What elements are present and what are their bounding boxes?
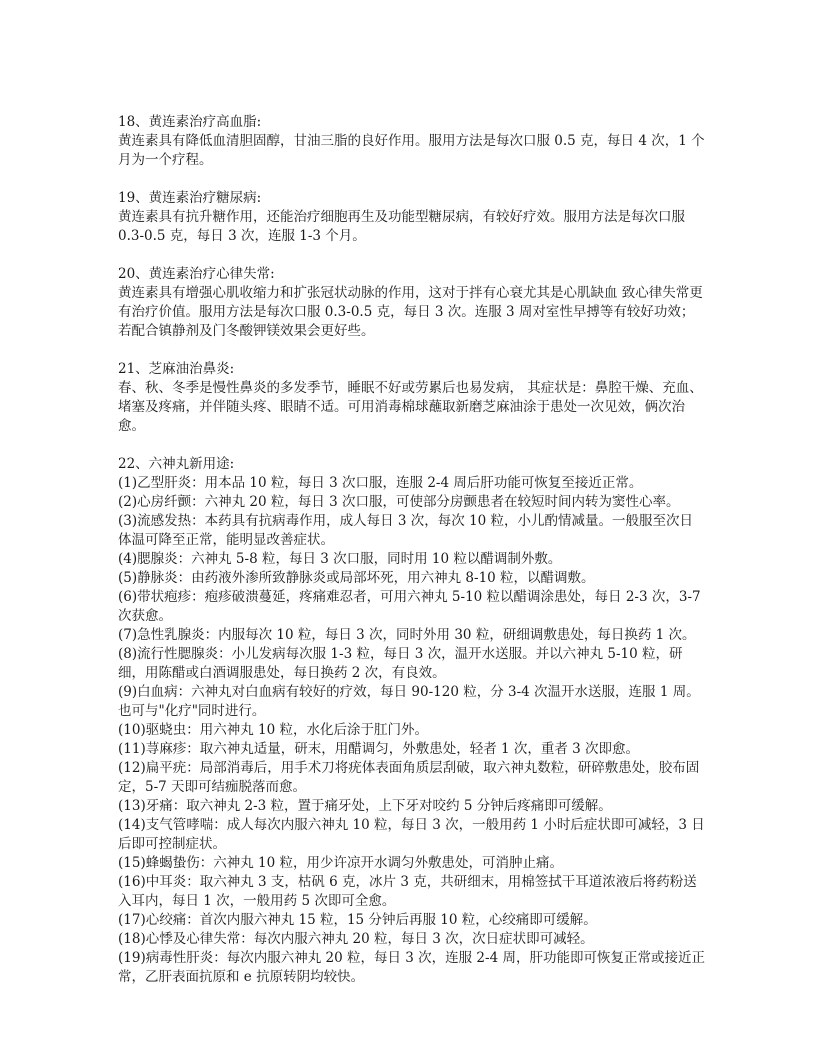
list-item: (11)荨麻疹：取六神丸适量，研末，用醋调匀，外敷患处，轻者 1 次，重者 3 次即愈。 (118, 741, 640, 757)
section-21 (118, 360, 706, 436)
section-heading: 19、黄连素治疗糖尿病: (118, 190, 262, 206)
list-item: (3)流感发热：本药具有抗病毒作用，成人每日 3 次，每次 10 粒，小儿酌情减量。一般服至次日体温可降至正常，能明显改善症状。 (118, 513, 694, 548)
list-item: (4)腮腺炎：六神丸 5-8 粒，每日 3 次口服，同时用 10 粒以醋调制外敷。 (118, 551, 562, 567)
list-item: (10)驱蛲虫：用六神丸 10 粒，水化后涂于肛门外。 (118, 722, 428, 738)
section-body: 黄连素具有抗升糖作用，还能治疗细胞再生及功能型糖尿病，有较好疗效。服用方法是每次口服 0.3-0.5 克，每日 3 次，连服 1-3 个月。 (118, 209, 685, 244)
section-19 (118, 189, 706, 246)
list-item: (13)牙痛：取六神丸 2-3 粒，置于痛牙处，上下牙对咬约 5 分钟后疼痛即可缓解。 (118, 798, 612, 814)
section-22 (118, 455, 706, 987)
list-item: (2)心房纤颤：六神丸 20 粒，每日 3 次口服，可使部分房颤患者在较短时间内转为窦性心率。 (118, 494, 680, 510)
list-item: (1)乙型肝炎：用本品 10 粒，每日 3 次口服，连服 2-4 周后肝功能可恢复至接近正常。 (118, 475, 643, 491)
section-heading: 21、芝麻油治鼻炎: (118, 361, 235, 377)
list-item: (8)流行性腮腺炎：小儿发病每次服 1-3 粒，每日 3 次，温开水送服。并以六神丸 5-10 粒，研细，用陈醋或白酒调服患处，每日换药 2 次，有良效。 (118, 646, 683, 681)
list-item: (17)心绞痛：首次内服六神丸 15 粒，15 分钟后再服 10 粒，心绞痛即可缓解。 (118, 912, 597, 928)
list-item: (15)蜂蝎蛰伤：六神丸 10 粒，用少许凉开水调匀外敷患处，可消肿止痛。 (118, 855, 563, 871)
section-body: 春、秋、冬季是慢性鼻炎的多发季节，睡眠不好或劳累后也易发病， 其症状是：鼻腔干燥、充血、堵塞及疼痛，并伴随头疼、眼睛不适。可用消毒棉球蘸取新磨芝麻油涂于患处一次见效，俩次治愈。 (118, 380, 703, 434)
list-item: (12)扁平疣：局部消毒后，用手术刀将疣体表面角质层刮破，取六神丸数粒，研碎敷患处，胶布固定，5-7 天即可结痂脱落而愈。 (118, 760, 700, 795)
section-body: 黄连素具有增强心肌收缩力和扩张冠状动脉的作用，这对于拌有心衰尤其是心肌缺血 致心律失常更有治疗价值。服用方法是每次口服 0.3-0.5 克，每日 3 次。连服 3 周对室性早搏等有较好功效；若配合镇静剂及门冬酸钾镁效果会更好些。 (118, 285, 703, 339)
section-heading: 18、黄连素治疗高血脂: (118, 114, 262, 130)
list-item: (7)急性乳腺炎：内服每次 10 粒，每日 3 次，同时外用 30 粒，研细调敷患处，每日换药 1 次。 (118, 627, 696, 643)
section-18 (118, 113, 706, 170)
list-item: (6)带状疱疹：疱疹破溃蔓延，疼痛难忍者，可用六神丸 5-10 粒以醋调涂患处，每日 2-3 次，3-7 次获愈。 (118, 589, 701, 624)
list-item: (19)病毒性肝炎：每次内服六神丸 20 粒，每日 3 次，连服 2-4 周，肝功能即可恢复正常或接近正常，乙肝表面抗原和 e 抗原转阴均较快。 (118, 950, 705, 985)
section-heading: 22、六神丸新用途: (118, 456, 235, 472)
list-item: (9)白血病：六神丸对白血病有较好的疗效，每日 90-120 粒，分 3-4 次温开水送服，连服 1 周。也可与"化疗"同时进行。 (118, 684, 700, 719)
list-item: (16)中耳炎：取六神丸 3 支，枯矾 6 克，冰片 3 克，共研细末，用棉签拭干耳道浓液后将药粉送入耳内，每日 1 次，一般用药 5 次即可全愈。 (118, 874, 697, 909)
list-item: (14)支气管哮喘：成人每次内服六神丸 10 粒，每日 3 次，一般用药 1 小时后症状即可减轻，3 日后即可控制症状。 (118, 817, 705, 852)
list-item: (18)心悸及心律失常：每次内服六神丸 20 粒，每日 3 次，次日症状即可减轻。 (118, 931, 594, 947)
section-20 (118, 265, 706, 341)
list-item: (5)静脉炎：由药液外渗所致静脉炎或局部坏死，用六神丸 8-10 粒，以醋调敷。 (118, 570, 595, 586)
section-heading: 20、黄连素治疗心律失常: (118, 266, 275, 282)
section-body: 黄连素具有降低血清胆固醇，甘油三脂的良好作用。服用方法是每次口服 0.5 克，每日 4 次，1 个月为一个疗程。 (118, 133, 705, 168)
